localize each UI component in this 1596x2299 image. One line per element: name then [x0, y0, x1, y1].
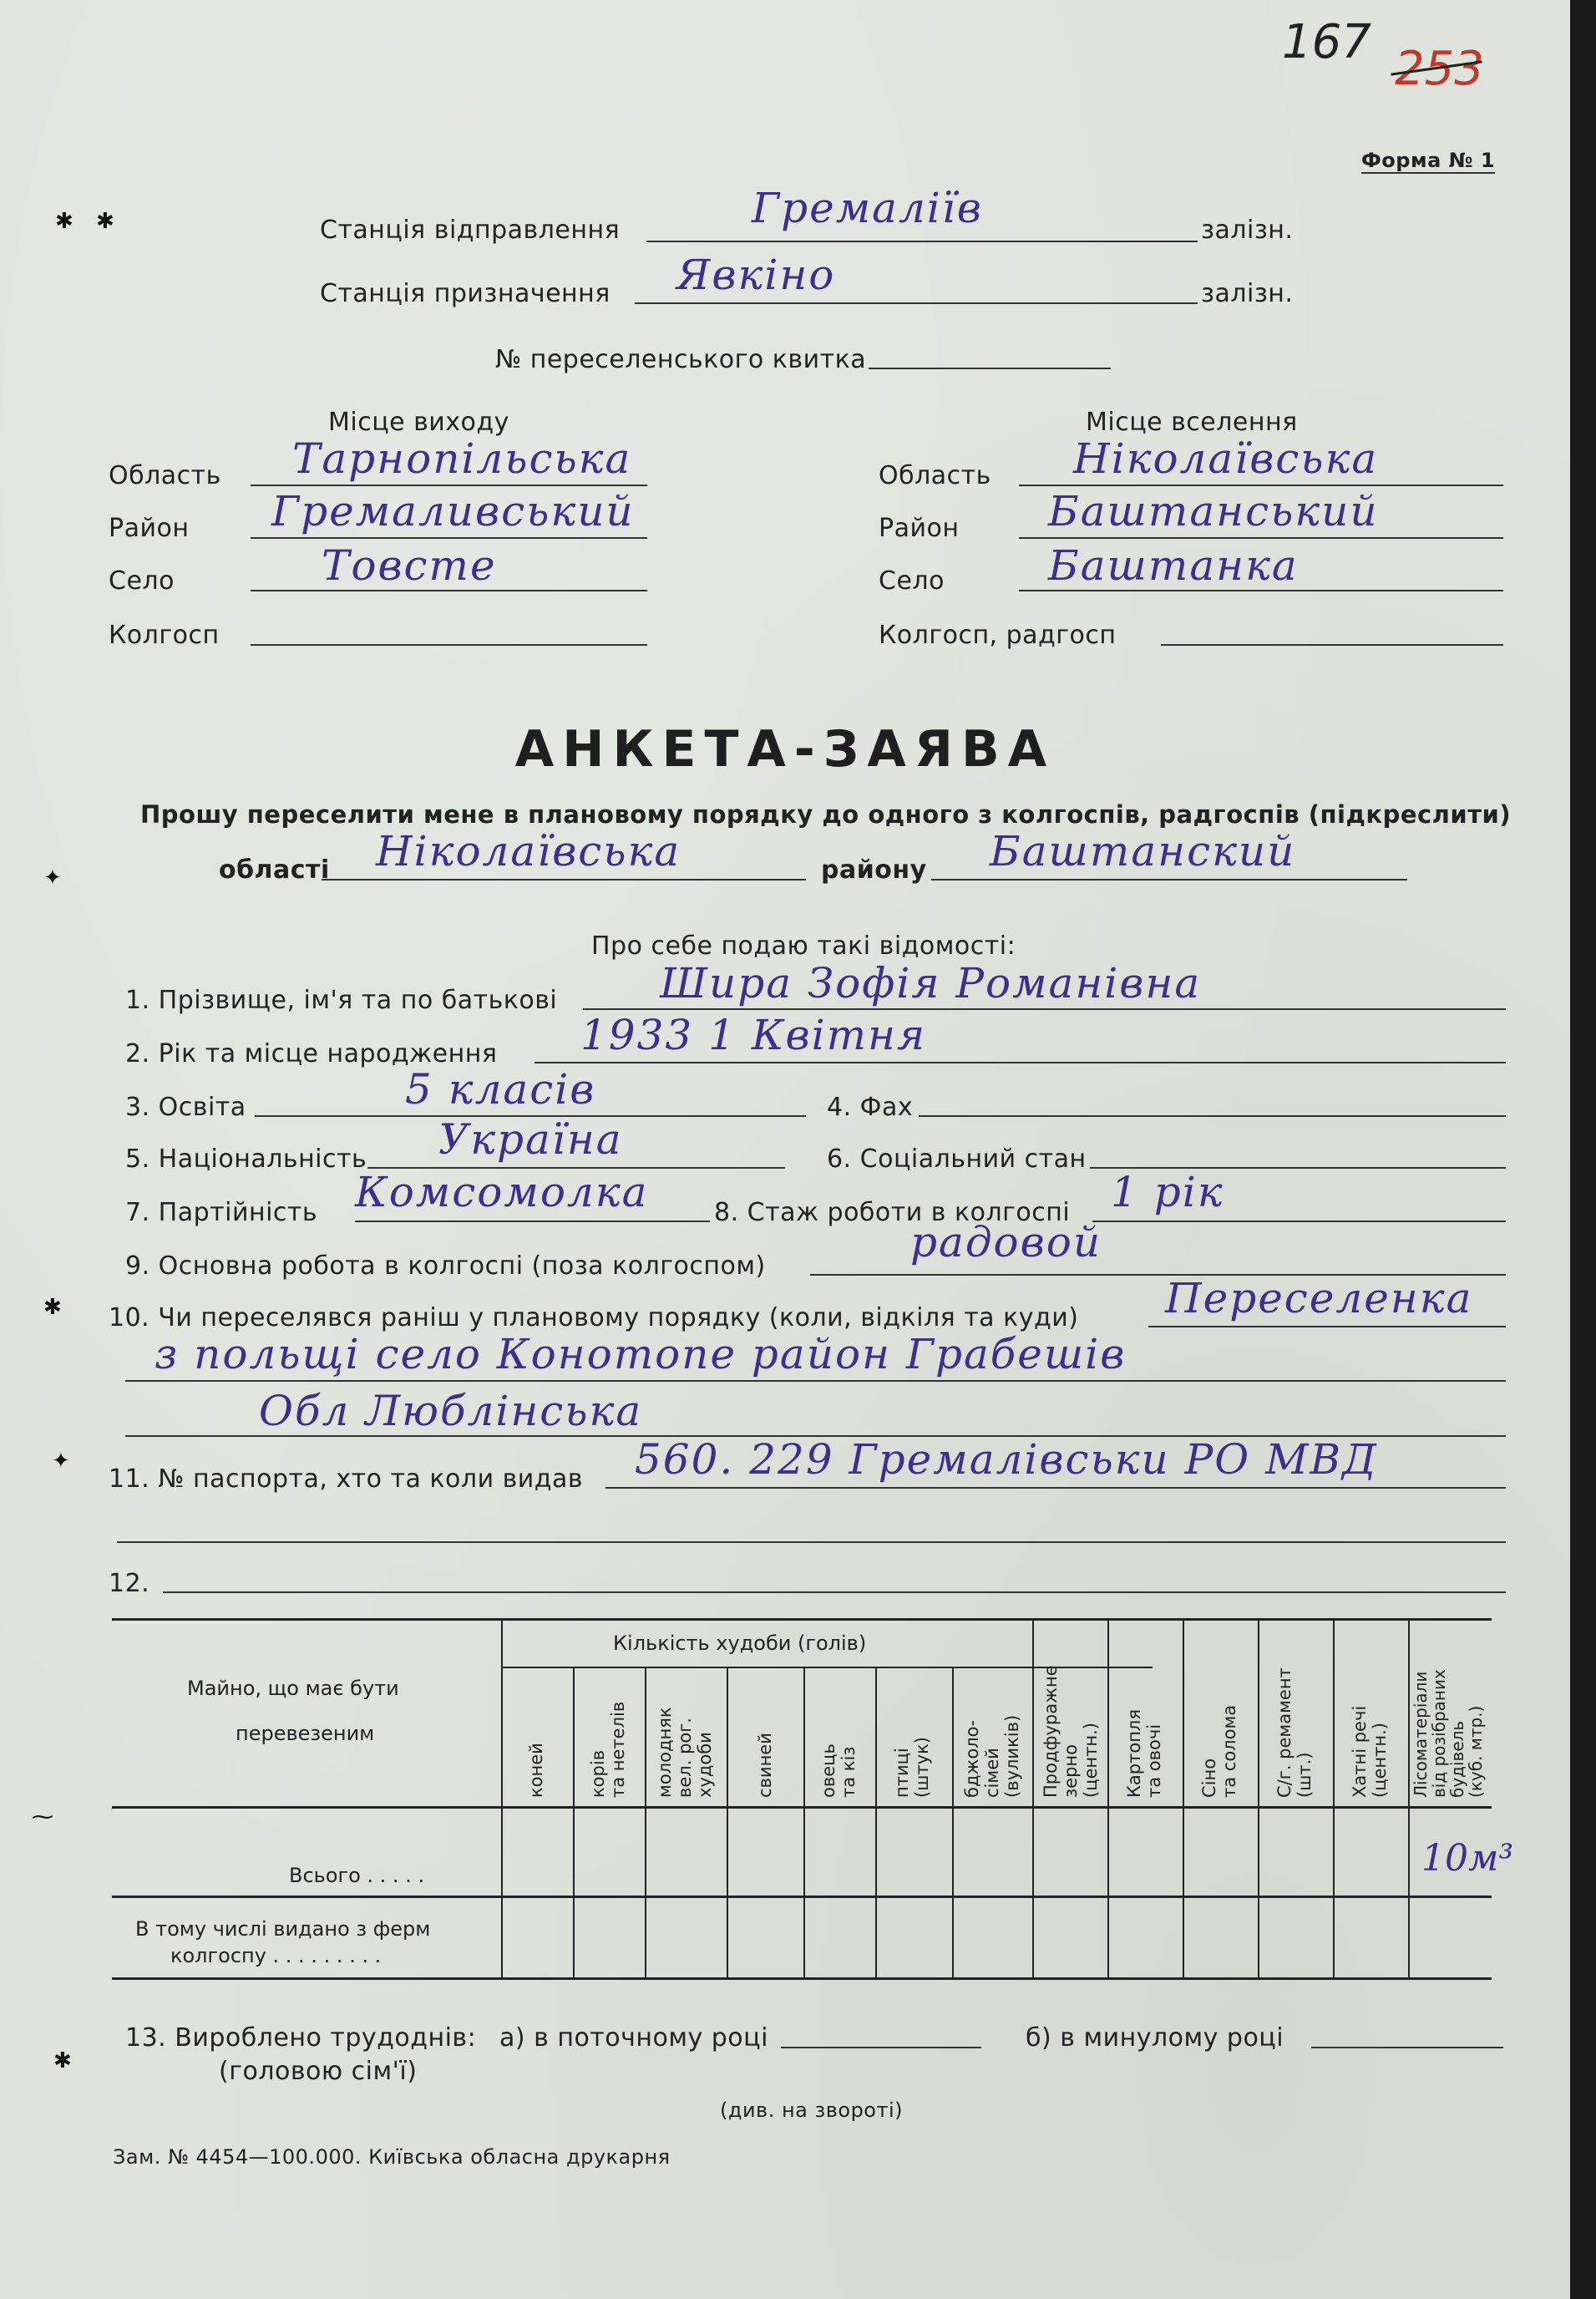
col-sheep-text-2: та кіз — [839, 1746, 859, 1798]
row-farms-label-2: колгоспу . . . . . . . . . — [170, 1944, 382, 1967]
field-4-line — [919, 1115, 1506, 1117]
field-9-label: 9. Основна робота в колгоспі (поза колгоспом) — [125, 1251, 766, 1281]
col-line — [727, 1667, 728, 1977]
col-cows-text-1: корів — [588, 1749, 608, 1798]
col-pigs-text: свиней — [755, 1733, 775, 1798]
field-1-line — [583, 1008, 1506, 1010]
field-6-label: 6. Соціальний стан — [827, 1144, 1087, 1174]
workdays-previous-label: б) в минулому році — [1026, 2023, 1284, 2053]
request-oblasti-value: Ніколаївська — [376, 827, 681, 875]
origin-selo-value: Товсте — [322, 541, 497, 590]
ticket-number-line — [869, 368, 1111, 369]
workdays-previous-line — [1311, 2047, 1503, 2048]
row-total-timber-value: 10м³ — [1421, 1837, 1514, 1880]
field-4-label: 4. Фах — [827, 1093, 914, 1122]
row-total-label: Всього . . . . . — [289, 1864, 425, 1887]
destination-station-label: Станція призначення — [320, 279, 611, 308]
origin-oblast-value: Тарнопільська — [292, 434, 632, 483]
col-farm-text-2: (шт.) — [1295, 1752, 1315, 1798]
destination-raion-label: Район — [879, 514, 960, 543]
destination-selo-label: Село — [879, 566, 945, 596]
origin-raion-label: Район — [109, 514, 190, 543]
col-horses-text: коней — [526, 1743, 546, 1798]
livestock-header: Кількість худоби (голів) — [613, 1632, 867, 1655]
col-line — [1183, 1618, 1184, 1977]
field-2-label: 2. Рік та місце народження — [125, 1039, 498, 1068]
col-line — [875, 1667, 877, 1977]
field-3-value: 5 класів — [405, 1065, 596, 1114]
ticket-number-label: № переселенського квитка — [495, 345, 867, 374]
table-top-border — [112, 1618, 1492, 1621]
destination-kolhosp-line — [1161, 644, 1503, 646]
origin-raion-line — [251, 537, 647, 539]
origin-raion-value: Гремаливський — [271, 487, 635, 535]
margin-mark: ✱ — [96, 209, 114, 234]
col-young-text-1: молодняк — [655, 1707, 675, 1798]
request-text: Прошу переселити мене в плановому порядку до одного з колгоспів, радгоспів (підкреслити) — [140, 800, 1512, 829]
col-home — [1350, 1706, 1390, 1798]
col-hay — [1199, 1705, 1239, 1798]
col-hay-text-1: Сіно — [1199, 1758, 1219, 1798]
departure-station-value: Гремаліїв — [752, 184, 983, 232]
col-potato — [1124, 1709, 1164, 1798]
margin-mark: ✦ — [43, 865, 62, 891]
margin-mark: ✦ — [52, 1449, 70, 1474]
field-8-line — [1092, 1221, 1506, 1222]
field-10-value-2: з польщі село Конотопе район Грабешів — [155, 1330, 1127, 1378]
workdays-sub: (головою сім'ї) — [219, 2057, 418, 2086]
field-5-label: 5. Національність — [125, 1144, 367, 1174]
property-header-1: Майно, що має бути — [187, 1677, 399, 1700]
destination-station-suffix: залізн. — [1201, 279, 1294, 308]
origin-heading: Місце виходу — [328, 408, 509, 437]
field-1-value: Шира Зофія Романівна — [660, 959, 1202, 1007]
see-back-note: (див. на звороті) — [720, 2099, 904, 2122]
field-2-line — [535, 1062, 1506, 1063]
col-birds — [892, 1737, 932, 1798]
field-8-label: 8. Стаж роботи в колгоспі — [714, 1198, 1071, 1227]
col-line — [952, 1667, 954, 1977]
destination-station-value: Явкіно — [676, 251, 836, 299]
destination-kolhosp-label: Колгосп, радгосп — [879, 621, 1117, 650]
request-raionu-line — [931, 879, 1407, 881]
col-cows — [588, 1702, 628, 1798]
destination-raion-value: Баштанський — [1048, 487, 1379, 535]
request-oblasti-line — [322, 879, 806, 881]
property-table — [112, 1618, 1514, 1977]
col-young-text-3: худоби — [695, 1732, 715, 1798]
col-grain-text-2: зерно — [1061, 1744, 1081, 1798]
workdays-current-line — [781, 2047, 981, 2048]
field-7-value: Комсомолка — [355, 1168, 649, 1216]
row-farms-label-1: В тому числі видано з ферм — [135, 1917, 431, 1941]
field-5-value: Україна — [438, 1115, 623, 1164]
destination-oblast-value: Ніколаївська — [1073, 434, 1379, 483]
col-line — [1333, 1618, 1335, 1977]
field-10-value-3: Обл Люблінська — [259, 1387, 643, 1435]
col-pigs — [755, 1733, 775, 1798]
col-potato-text-1: Картопля — [1124, 1709, 1144, 1798]
col-birds-text-1: птиці — [892, 1748, 912, 1798]
info-heading: Про себе подаю такі відомості: — [591, 931, 1016, 961]
col-bees — [962, 1715, 1022, 1798]
col-young-text-2: вел. рог. — [675, 1718, 695, 1798]
margin-mark: ✱ — [55, 209, 73, 234]
field-11-line-2 — [117, 1541, 1506, 1543]
col-birds-text-2: (штук) — [912, 1737, 932, 1798]
col-timber — [1411, 1669, 1485, 1798]
col-home-text-2: (центн.) — [1370, 1723, 1390, 1798]
col-line — [803, 1667, 805, 1977]
origin-kolhosp-label: Колгосп — [109, 621, 220, 650]
field-11-line — [605, 1487, 1506, 1489]
col-sheep — [818, 1743, 859, 1798]
form-title: АНКЕТА-ЗАЯВА — [514, 720, 1056, 779]
field-11-label: 11. № паспорта, хто та коли видав — [109, 1464, 584, 1494]
origin-oblast-label: Область — [109, 461, 221, 490]
margin-mark: ✱ — [53, 2048, 72, 2073]
destination-oblast-label: Область — [879, 461, 991, 490]
printer-note: Зам. № 4454—100.000. Київська обласна друкарня — [113, 2145, 671, 2169]
col-bees-text-2: сімей — [982, 1748, 1002, 1798]
col-timber-text-3: будівель — [1447, 1720, 1467, 1798]
field-12-line — [163, 1591, 1506, 1593]
col-grain-text-1: Продфуражне — [1041, 1665, 1061, 1798]
table-header-bottom — [112, 1806, 1492, 1809]
col-young — [655, 1707, 715, 1798]
col-bees-text-3: (вуликів) — [1002, 1714, 1022, 1798]
field-3-label: 3. Освіта — [125, 1093, 246, 1122]
departure-station-label: Станція відправлення — [320, 216, 621, 245]
destination-heading: Місце вселення — [1086, 408, 1298, 437]
archive-number-old: 253 — [1395, 42, 1484, 96]
col-line — [501, 1618, 503, 1977]
col-line — [1107, 1618, 1109, 1977]
field-10-label: 10. Чи переселявся раніш у плановому порядку (коли, відкіля та куди) — [109, 1303, 1079, 1332]
col-timber-text-4: (куб. мтр.) — [1466, 1705, 1486, 1798]
destination-oblast-line — [1019, 485, 1503, 486]
col-farm — [1274, 1667, 1315, 1798]
destination-raion-line — [1019, 537, 1503, 539]
field-10-value: Переселенка — [1165, 1274, 1473, 1322]
col-grain-text-3: (центн.) — [1081, 1723, 1101, 1798]
col-line — [573, 1667, 575, 1977]
table-bottom-border — [112, 1977, 1492, 1980]
destination-selo-line — [1019, 590, 1503, 591]
archive-number: 167 — [1282, 15, 1371, 69]
col-home-text-1: Хатні речі — [1350, 1705, 1370, 1798]
form-number-label: Форма № 1 — [1361, 149, 1496, 172]
col-bees-text-1: бджоло- — [962, 1719, 982, 1798]
col-sheep-text-1: овець — [818, 1743, 839, 1798]
destination-selo-value: Баштанка — [1048, 541, 1299, 590]
origin-oblast-line — [251, 485, 647, 486]
table-total-bottom — [112, 1896, 1492, 1898]
col-timber-text-2: від розібраних — [1429, 1669, 1449, 1798]
col-timber-text-1: Лісоматеріали — [1411, 1671, 1431, 1798]
margin-mark: ✱ — [43, 1295, 62, 1320]
origin-kolhosp-line — [251, 644, 647, 646]
field-2-value: 1933 1 Квітня — [580, 1011, 927, 1059]
field-1-label: 1. Прізвище, ім'я та по батькові — [125, 986, 558, 1015]
field-12-label: 12. — [109, 1569, 150, 1598]
departure-station-line — [646, 241, 1198, 242]
field-11-value: 560. 229 Гремалівськи РО МВД — [635, 1435, 1378, 1484]
col-line — [1408, 1618, 1410, 1977]
workdays-label: 13. Вироблено трудоднів: — [125, 2023, 477, 2053]
request-oblasti-label: області — [219, 855, 330, 885]
property-header-2: перевезеним — [236, 1722, 375, 1745]
field-9-value: радовой — [910, 1218, 1102, 1266]
col-line — [1258, 1618, 1259, 1977]
col-cows-text-2: та нетелів — [608, 1701, 628, 1798]
margin-mark: ⁓ — [32, 1804, 53, 1830]
request-raionu-label: району — [821, 855, 927, 885]
origin-selo-label: Село — [109, 566, 175, 596]
origin-selo-line — [251, 590, 647, 591]
col-potato-text-2: та овочі — [1144, 1723, 1164, 1798]
field-8-value: 1 рік — [1111, 1168, 1224, 1216]
workdays-current-label: а) в поточному році — [499, 2023, 768, 2053]
field-7-label: 7. Партійність — [125, 1198, 318, 1227]
col-farm-text-1: С/г. ремамент — [1274, 1667, 1295, 1798]
col-line — [645, 1667, 646, 1977]
col-hay-text-2: та солома — [1219, 1704, 1239, 1798]
field-10-line-2 — [125, 1380, 1506, 1382]
col-horses — [526, 1743, 546, 1798]
field-10-line — [1148, 1326, 1506, 1327]
field-7-line — [355, 1221, 710, 1222]
col-grain — [1041, 1665, 1101, 1798]
col-line — [1032, 1618, 1034, 1977]
departure-station-suffix: залізн. — [1201, 216, 1294, 245]
request-raionu-value: Баштанский — [990, 827, 1296, 875]
destination-station-line — [635, 302, 1198, 304]
